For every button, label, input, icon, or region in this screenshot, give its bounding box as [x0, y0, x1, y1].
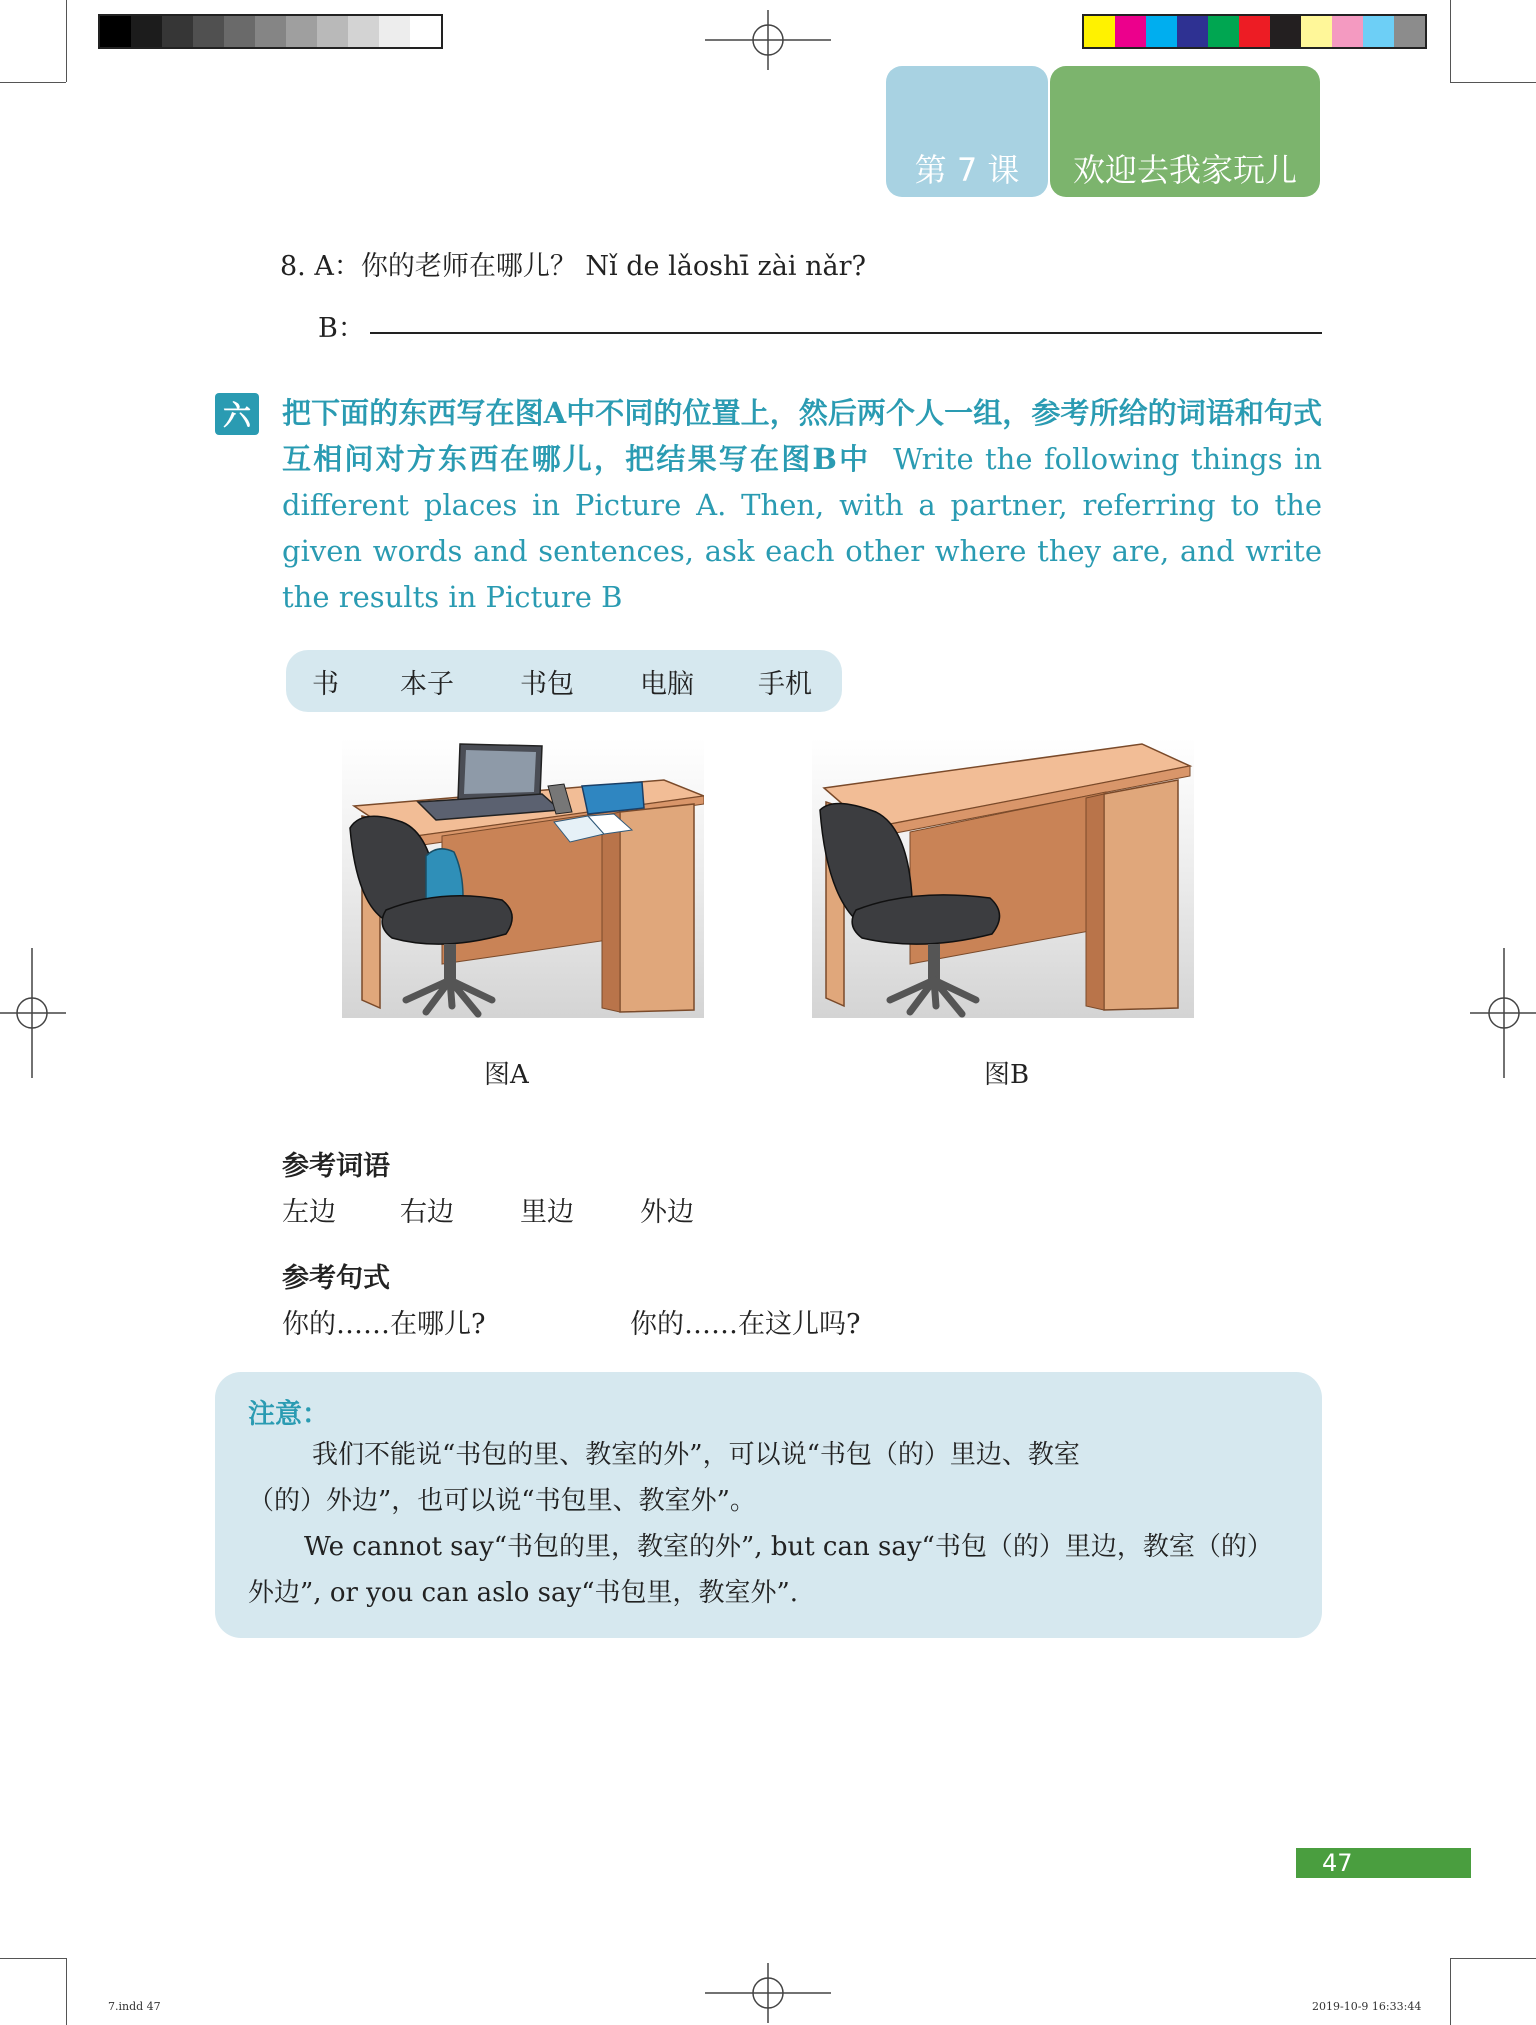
question-line-a: 8. A：你的老师在哪儿？ Nǐ de lǎoshī zài nǎr?: [280, 251, 866, 282]
color-swatch: [1208, 16, 1239, 47]
reference-sentence: 你的……在这儿吗?: [630, 1309, 861, 1340]
color-swatch: [1177, 16, 1208, 47]
gray-swatch: [193, 16, 224, 47]
color-swatch: [1084, 16, 1115, 47]
color-swatch: [1239, 16, 1270, 47]
gray-swatch: [131, 16, 162, 47]
color-swatch: [1270, 16, 1301, 47]
instruction-english: Write the following things in different places in Picture A. Then, with a partner, referring to the given words and sentences, ask each other where they are, and write the results in Picture B: [282, 442, 1323, 614]
reference-word: 里边: [520, 1197, 574, 1228]
answer-blank-line[interactable]: [370, 332, 1322, 334]
page-number: 47: [1322, 1849, 1353, 1877]
lesson-number-label: 第 7 课: [914, 151, 1020, 189]
section-instruction: [282, 390, 1322, 620]
gray-swatch: [410, 16, 441, 47]
reference-word: 左边: [282, 1197, 336, 1228]
lesson-title-label: 欢迎去我家玩儿: [1072, 151, 1297, 189]
note-english-line-1: We cannot say“书包的里，教室的外”, but can say“书包（的）里边，教室（的）: [304, 1532, 1273, 1562]
registration-mark-right: [1470, 948, 1536, 1078]
color-calibration-bar: [1082, 14, 1427, 49]
picture-b-empty-desk[interactable]: [812, 738, 1194, 1018]
reference-sentences-heading: 参考句式: [282, 1263, 390, 1294]
word-bank-item: 手机: [758, 668, 812, 700]
word-bank-item: 书: [312, 668, 339, 700]
gray-swatch: [162, 16, 193, 47]
reference-words-row: [282, 1190, 694, 1229]
gray-swatch: [317, 16, 348, 47]
picture-a-desk-with-items: [342, 738, 704, 1018]
word-bank: [286, 650, 842, 712]
gray-swatch: [255, 16, 286, 47]
color-swatch: [1146, 16, 1177, 47]
word-bank-item: 本子: [400, 668, 454, 700]
grayscale-calibration-bar: [98, 14, 443, 49]
reference-word: 右边: [400, 1197, 454, 1228]
print-slug-file: 7.indd 47: [108, 2000, 161, 2013]
reference-sentence: 你的……在哪儿?: [282, 1309, 486, 1340]
picture-a-caption: 图A: [484, 1060, 529, 1090]
section-number-badge: 六: [215, 393, 259, 435]
registration-mark-bottom: [705, 1963, 831, 2023]
picture-b-caption: 图B: [984, 1060, 1030, 1090]
reference-words-heading: 参考词语: [282, 1151, 390, 1182]
color-swatch: [1301, 16, 1332, 47]
lesson-title-tab: [1050, 66, 1320, 197]
question-line-b-label: B：: [318, 313, 365, 344]
word-bank-item: 书包: [520, 668, 574, 700]
word-bank-item: 电脑: [640, 668, 694, 700]
gray-swatch: [100, 16, 131, 47]
gray-swatch: [348, 16, 379, 47]
lesson-number-tab: [886, 66, 1048, 197]
color-swatch: [1115, 16, 1146, 47]
reference-word: 外边: [640, 1197, 694, 1228]
gray-swatch: [379, 16, 410, 47]
color-swatch: [1363, 16, 1394, 47]
instruction-chinese: 把下面的东西写在图A中不同的位置上，然后两个人一组，参考所给的词语和句式互相问对方东西在哪儿，把结果写在图B中: [282, 396, 1322, 476]
note-chinese-line-2: （的）外边”，也可以说“书包里、教室外”。: [248, 1486, 756, 1516]
note-title: 注意：: [248, 1399, 329, 1430]
registration-mark-top: [705, 10, 831, 70]
gray-swatch: [224, 16, 255, 47]
print-slug-timestamp: 2019-10-9 16:33:44: [1312, 2000, 1422, 2013]
registration-mark-left: [0, 948, 66, 1078]
note-english-line-2: 外边”, or you can aslo say“书包里，教室外”.: [248, 1578, 799, 1608]
color-swatch: [1394, 16, 1425, 47]
gray-swatch: [286, 16, 317, 47]
page-number-bar: [1296, 1848, 1471, 1878]
note-chinese-line-1: 我们不能说“书包的里、教室的外”，可以说“书包（的）里边、教室: [312, 1440, 1080, 1470]
color-swatch: [1332, 16, 1363, 47]
